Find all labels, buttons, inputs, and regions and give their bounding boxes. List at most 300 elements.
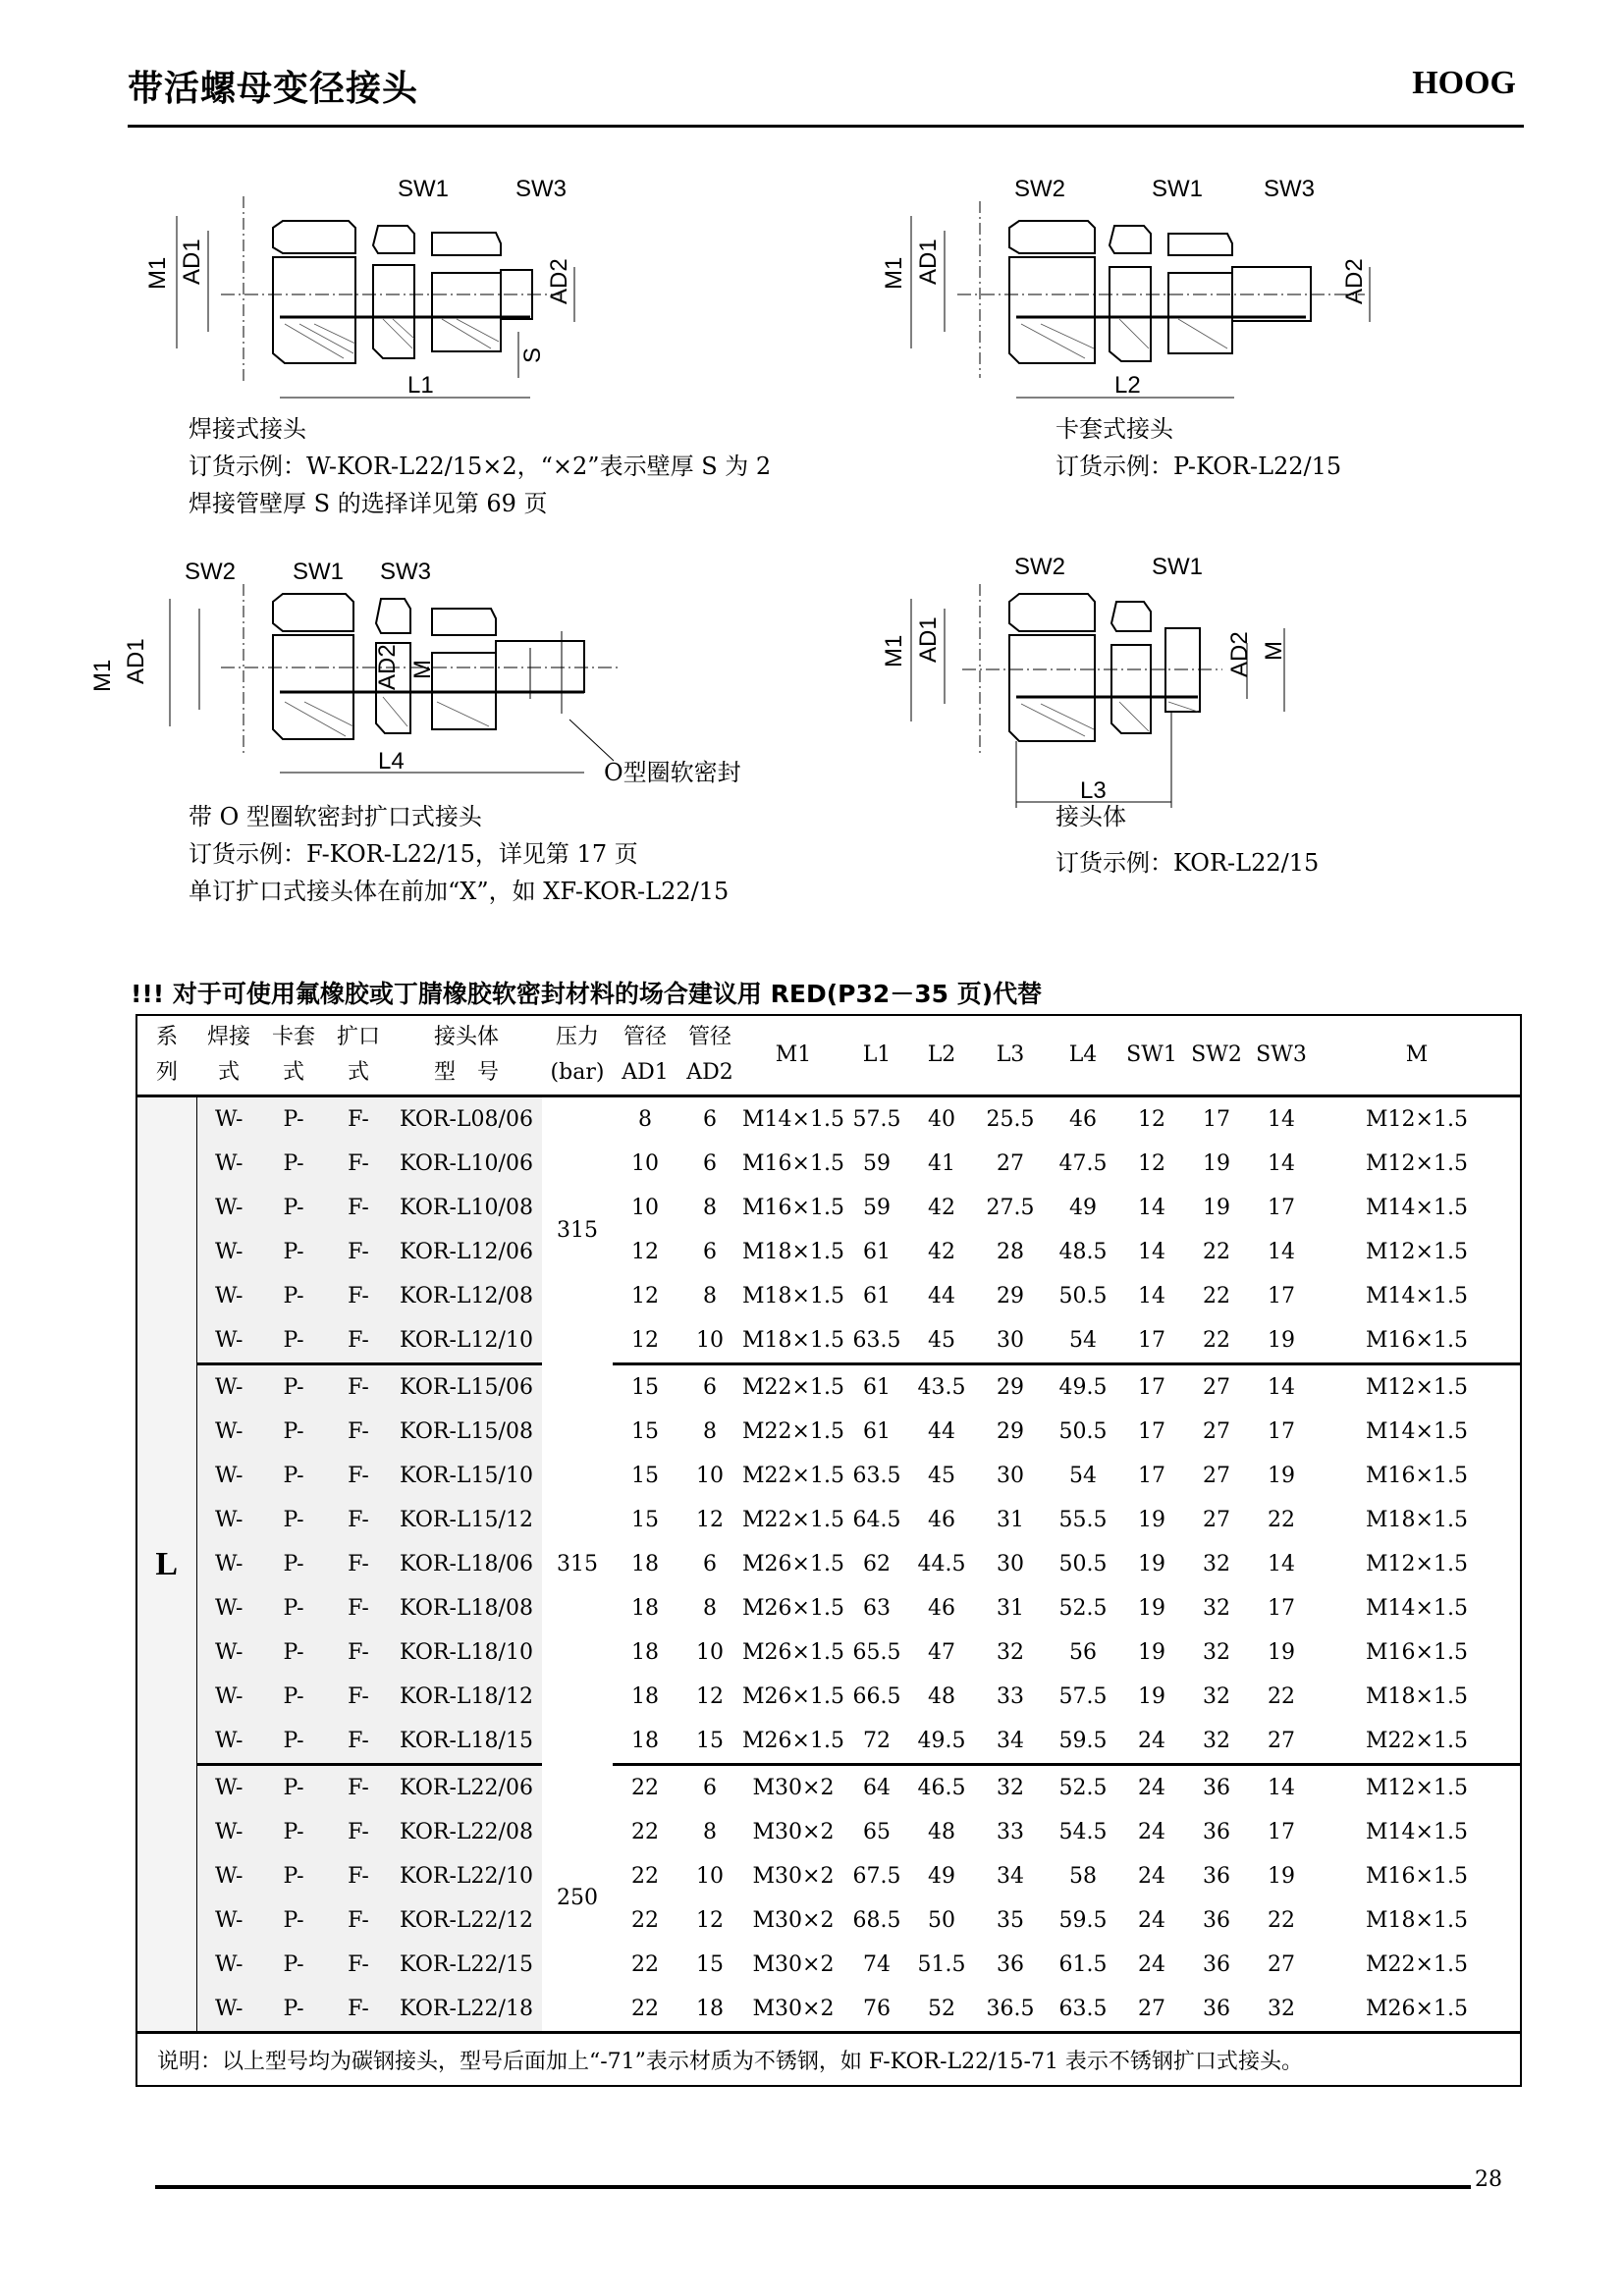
value-cell: M12×1.5 (1366, 1107, 1468, 1132)
caption-line: 单订扩口式接头体在前加“X”，如 XF-KOR-L22/15 (189, 878, 730, 905)
value-cell: 24 (1119, 1719, 1184, 1765)
value-cell: 61 (863, 1240, 891, 1264)
value-cell: 14 (1138, 1284, 1165, 1308)
table-row (136, 1898, 1521, 1943)
label-sw2: SW2 (1014, 554, 1066, 580)
value-cell: 8 (703, 1596, 717, 1621)
caption-compression (1056, 410, 1341, 485)
value-cell: 47 (928, 1640, 955, 1665)
label-m: M (409, 660, 436, 679)
value-cell: 55.5 (1058, 1508, 1108, 1532)
value-cell: 6 (703, 1151, 717, 1176)
weld-cell: W- (196, 1630, 261, 1675)
value-cell: 63 (863, 1596, 891, 1621)
value-cell: 27 (1249, 1719, 1314, 1765)
value-cell: 32 (1184, 1719, 1249, 1765)
value-cell: 6 (703, 1240, 717, 1264)
value-cell: M26×1.5 (742, 1719, 844, 1765)
value-cell: 32 (1203, 1552, 1230, 1576)
body-model-cell: KOR-L18/08 (391, 1586, 542, 1630)
caption-line: 订货示例：W-KOR-L22/15×2，“×2”表示壁厚 S 为 2 (189, 453, 772, 480)
th-l1: L1 (844, 1015, 909, 1096)
value-cell: 43.5 (917, 1375, 966, 1400)
value-cell: 49.5 (1058, 1375, 1108, 1400)
value-cell: 49 (928, 1864, 955, 1889)
value-cell: 22 (631, 1997, 659, 2021)
value-cell: 17 (1268, 1196, 1295, 1220)
value-cell: 32 (1203, 1596, 1230, 1621)
brand-logo: HOOG (1412, 65, 1516, 101)
body-model-cell: KOR-L22/12 (391, 1898, 542, 1943)
th-pressure: 压力 (bar) (550, 1025, 605, 1085)
body-model-cell: KOR-L12/06 (391, 1230, 542, 1274)
value-cell: 12 (696, 1908, 724, 1933)
value-cell: 15 (631, 1419, 659, 1444)
th-l3: L3 (974, 1015, 1047, 1096)
body-model-cell: KOR-L10/08 (391, 1186, 542, 1230)
value-cell: 30 (997, 1464, 1024, 1488)
value-cell: 46.5 (917, 1776, 966, 1800)
flare-cell: F- (326, 1765, 391, 1811)
value-cell: 22 (631, 1864, 659, 1889)
flare-cell: F- (326, 1454, 391, 1498)
value-cell: 10 (677, 1318, 742, 1364)
weld-cell: W- (196, 1274, 261, 1318)
body-model-cell: KOR-L22/08 (391, 1810, 542, 1854)
table-row (136, 1675, 1521, 1719)
compression-cell: P- (261, 1943, 326, 1987)
value-cell: 32 (997, 1640, 1024, 1665)
caption-welded (189, 410, 771, 522)
value-cell: 51.5 (917, 1952, 966, 1977)
value-cell: 59.5 (1058, 1908, 1108, 1933)
value-cell: 48 (928, 1684, 955, 1709)
value-cell: M14×1.5 (1366, 1820, 1468, 1844)
flare-cell: F- (326, 1898, 391, 1943)
value-cell: 61 (863, 1419, 891, 1444)
value-cell: 19 (1268, 1464, 1295, 1488)
caption-line: 焊接管壁厚 S 的选择详见第 69 页 (189, 490, 548, 517)
value-cell: 50.5 (1058, 1419, 1108, 1444)
label-ad2: AD2 (1341, 258, 1368, 304)
caption-line: 订货示例：P-KOR-L22/15 (1056, 453, 1342, 480)
compression-cell: P- (261, 1854, 326, 1898)
flare-cell: F- (326, 1410, 391, 1454)
value-cell: 25.5 (986, 1107, 1035, 1132)
value-cell: 19 (1138, 1640, 1165, 1665)
table-row (136, 1810, 1521, 1854)
th-l2: L2 (909, 1015, 974, 1096)
header-divider (128, 125, 1524, 128)
th-flare: 扩口 式 (336, 1025, 380, 1085)
value-cell: 54 (1069, 1464, 1097, 1488)
label-sw2: SW2 (1014, 176, 1066, 202)
weld-cell: W- (196, 1230, 261, 1274)
label-m1: M1 (144, 256, 171, 290)
value-cell: 18 (613, 1719, 677, 1765)
value-cell: 32 (997, 1776, 1024, 1800)
value-cell: 27 (1203, 1464, 1230, 1488)
value-cell: 57.5 (852, 1107, 901, 1132)
label-ad2: AD2 (374, 644, 401, 690)
value-cell: 10 (631, 1196, 659, 1220)
value-cell: 22 (631, 1952, 659, 1977)
value-cell: 61 (863, 1375, 891, 1400)
label-l3: L3 (1080, 777, 1107, 804)
value-cell: 27 (1268, 1952, 1295, 1977)
value-cell: 63.5 (1058, 1997, 1108, 2021)
flare-cell: F- (326, 1630, 391, 1675)
value-cell: 29 (997, 1375, 1024, 1400)
compression-cell: P- (261, 1364, 326, 1411)
label-l1: L1 (407, 372, 434, 399)
value-cell: 31 (997, 1508, 1024, 1532)
value-cell: 17 (1138, 1464, 1165, 1488)
compression-fitting-drawing (881, 157, 1434, 422)
body-model-cell: KOR-L18/06 (391, 1542, 542, 1586)
value-cell: 18 (631, 1552, 659, 1576)
weld-cell: W- (196, 1096, 261, 1143)
table-row (136, 1364, 1521, 1411)
label-ad1: AD1 (123, 638, 149, 684)
table-row (136, 1854, 1521, 1898)
value-cell: M16×1.5 (1366, 1640, 1468, 1665)
value-cell: M14×1.5 (1366, 1284, 1468, 1308)
value-cell: 36.5 (986, 1997, 1035, 2021)
value-cell: 10 (696, 1464, 724, 1488)
value-cell: 50.5 (1058, 1284, 1108, 1308)
value-cell: 50 (928, 1908, 955, 1933)
value-cell: 19 (1138, 1508, 1165, 1532)
flare-cell: F- (326, 1186, 391, 1230)
value-cell: 62 (863, 1552, 891, 1576)
value-cell: 36 (1203, 1820, 1230, 1844)
series-cell: L (136, 1096, 196, 2033)
value-cell: 10 (696, 1864, 724, 1889)
diagram-flared (89, 545, 805, 799)
value-cell: 18 (631, 1640, 659, 1665)
value-cell: M26×1.5 (742, 1684, 844, 1709)
compression-cell: P- (261, 1096, 326, 1143)
value-cell: 17 (1138, 1375, 1165, 1400)
value-cell: 27 (997, 1151, 1024, 1176)
label-l2: L2 (1114, 372, 1141, 399)
label-l4: L4 (378, 748, 405, 774)
value-cell: 56 (1069, 1640, 1097, 1665)
pressure-cell: 315 (557, 1218, 598, 1244)
page-title: 带活螺母变径接头 (128, 69, 419, 109)
table-row (136, 1318, 1521, 1364)
value-cell: 12 (696, 1508, 724, 1532)
value-cell: 17 (1268, 1820, 1295, 1844)
value-cell: 22 (631, 1908, 659, 1933)
weld-cell: W- (196, 1364, 261, 1411)
th-l4: L4 (1047, 1015, 1119, 1096)
value-cell: 12 (613, 1318, 677, 1364)
flare-cell: F- (326, 1586, 391, 1630)
value-cell: M12×1.5 (1366, 1552, 1468, 1576)
table-row (136, 1230, 1521, 1274)
value-cell: 64 (863, 1776, 891, 1800)
value-cell: 61 (863, 1284, 891, 1308)
value-cell: 14 (1268, 1552, 1295, 1576)
table-row (136, 1586, 1521, 1630)
value-cell: 15 (631, 1464, 659, 1488)
flare-cell: F- (326, 1542, 391, 1586)
th-sw1: SW1 (1119, 1015, 1184, 1096)
value-cell: 8 (638, 1107, 652, 1132)
value-cell: 19 (1268, 1864, 1295, 1889)
body-model-cell: KOR-L15/12 (391, 1498, 542, 1542)
th-series: 系 列 (155, 1025, 178, 1085)
label-sw1: SW1 (398, 176, 450, 202)
value-cell: 6 (703, 1375, 717, 1400)
value-cell: 65.5 (852, 1640, 901, 1665)
th-m1: M1 (742, 1015, 844, 1096)
value-cell: 19 (1203, 1196, 1230, 1220)
body-model-cell: KOR-L08/06 (391, 1096, 542, 1143)
value-cell: M16×1.5 (742, 1196, 844, 1220)
value-cell: 14 (1268, 1375, 1295, 1400)
label-sw3: SW3 (380, 559, 432, 585)
value-cell: M22×1.5 (742, 1508, 844, 1532)
body-model-cell: KOR-L12/08 (391, 1274, 542, 1318)
value-cell: 22 (1184, 1318, 1249, 1364)
value-cell: 22 (1203, 1284, 1230, 1308)
weld-cell: W- (196, 1675, 261, 1719)
value-cell: 22 (1203, 1240, 1230, 1264)
value-cell: 27 (1203, 1419, 1230, 1444)
value-cell: 45 (928, 1464, 955, 1488)
value-cell: 14 (1268, 1776, 1295, 1800)
th-m: M (1314, 1015, 1521, 1096)
value-cell: 52 (928, 1997, 955, 2021)
body-model-cell: KOR-L15/08 (391, 1410, 542, 1454)
compression-cell: P- (261, 1719, 326, 1765)
compression-cell: P- (261, 1318, 326, 1364)
table-row (136, 1454, 1521, 1498)
weld-cell: W- (196, 1318, 261, 1364)
value-cell: 34 (997, 1864, 1024, 1889)
weld-cell: W- (196, 1810, 261, 1854)
value-cell: M30×2 (752, 1776, 835, 1800)
value-cell: M30×2 (752, 1997, 835, 2021)
value-cell: 17 (1138, 1419, 1165, 1444)
th-body-model: 接头体 型 号 (433, 1025, 499, 1085)
compression-cell: P- (261, 1410, 326, 1454)
welded-fitting-drawing (137, 157, 687, 422)
value-cell: M18×1.5 (1366, 1508, 1468, 1532)
value-cell: 10 (696, 1640, 724, 1665)
value-cell: 66.5 (852, 1684, 901, 1709)
weld-cell: W- (196, 1186, 261, 1230)
value-cell: 15 (696, 1952, 724, 1977)
flare-cell: F- (326, 1364, 391, 1411)
value-cell: 17 (1268, 1596, 1295, 1621)
value-cell: 15 (631, 1375, 659, 1400)
value-cell: M26×1.5 (742, 1552, 844, 1576)
label-m: M (1261, 641, 1287, 661)
value-cell: M22×1.5 (1314, 1719, 1521, 1765)
value-cell: M14×1.5 (1366, 1196, 1468, 1220)
label-m1: M1 (89, 659, 116, 692)
table-row (136, 1186, 1521, 1230)
flare-cell: F- (326, 1096, 391, 1143)
value-cell: M18×1.5 (1366, 1684, 1468, 1709)
value-cell: 6 (703, 1107, 717, 1132)
value-cell: M16×1.5 (1366, 1864, 1468, 1889)
value-cell: 24 (1138, 1864, 1165, 1889)
value-cell: 67.5 (852, 1864, 901, 1889)
compression-cell: P- (261, 1765, 326, 1811)
value-cell: 65 (863, 1820, 891, 1844)
value-cell: 24 (1138, 1820, 1165, 1844)
value-cell: M30×2 (752, 1864, 835, 1889)
value-cell: 44 (928, 1284, 955, 1308)
table-row (136, 1142, 1521, 1186)
value-cell: M12×1.5 (1366, 1776, 1468, 1800)
value-cell: 14 (1138, 1240, 1165, 1264)
value-cell: 32 (1203, 1640, 1230, 1665)
body-model-cell: KOR-L18/15 (391, 1719, 542, 1765)
page-number: 28 (1475, 2167, 1502, 2192)
diagram-compression (881, 157, 1434, 426)
flare-cell: F- (326, 1943, 391, 1987)
compression-cell: P- (261, 1454, 326, 1498)
value-cell: M26×1.5 (742, 1596, 844, 1621)
table-row (136, 1630, 1521, 1675)
table-note: 说明：以上型号均为碳钢接头，型号后面加上“-71”表示材质为不锈钢，如 F-KOR-L22/15-71 表示不锈钢扩口式接头。 (136, 2033, 1521, 2087)
label-ad1: AD1 (915, 616, 942, 663)
value-cell: 76 (863, 1997, 891, 2021)
th-compression: 卡套 式 (271, 1025, 315, 1085)
value-cell: M18×1.5 (742, 1318, 844, 1364)
value-cell: 8 (703, 1419, 717, 1444)
th-ad1: 管径 AD1 (622, 1025, 669, 1085)
value-cell: 27 (1138, 1997, 1165, 2021)
weld-cell: W- (196, 1943, 261, 1987)
value-cell: 59.5 (1047, 1719, 1119, 1765)
value-cell: 19 (1203, 1151, 1230, 1176)
compression-cell: P- (261, 1142, 326, 1186)
caption-body (1056, 844, 1319, 881)
value-cell: 22 (631, 1820, 659, 1844)
value-cell: 36 (1203, 1908, 1230, 1933)
value-cell: M22×1.5 (742, 1375, 844, 1400)
value-cell: 68.5 (852, 1908, 901, 1933)
value-cell: 22 (1268, 1908, 1295, 1933)
value-cell: 49 (1069, 1196, 1097, 1220)
weld-cell: W- (196, 1719, 261, 1765)
value-cell: M26×1.5 (1366, 1997, 1468, 2021)
compression-cell: P- (261, 1898, 326, 1943)
value-cell: 14 (1268, 1240, 1295, 1264)
value-cell: 52.5 (1058, 1776, 1108, 1800)
flare-cell: F- (326, 1987, 391, 2033)
value-cell: 64.5 (852, 1508, 901, 1532)
label-sw3: SW3 (515, 176, 568, 202)
table-row (136, 1410, 1521, 1454)
value-cell: M30×2 (752, 1952, 835, 1977)
label-sw1: SW1 (293, 559, 345, 585)
flare-cell: F- (326, 1675, 391, 1719)
value-cell: 59 (863, 1196, 891, 1220)
fitting-body-drawing (881, 545, 1434, 830)
value-cell: M30×2 (752, 1820, 835, 1844)
body-model-cell: KOR-L12/10 (391, 1318, 542, 1364)
label-ad1: AD1 (915, 239, 942, 285)
weld-cell: W- (196, 1498, 261, 1542)
value-cell: M16×1.5 (1314, 1318, 1521, 1364)
value-cell: 24 (1138, 1908, 1165, 1933)
weld-cell: W- (196, 1765, 261, 1811)
value-cell: 28 (997, 1240, 1024, 1264)
diagram-welded (137, 157, 687, 426)
value-cell: 19 (1138, 1596, 1165, 1621)
value-cell: 42 (928, 1196, 955, 1220)
value-cell: M22×1.5 (742, 1464, 844, 1488)
value-cell: 63.5 (852, 1464, 901, 1488)
label-sw3: SW3 (1264, 176, 1316, 202)
value-cell: M26×1.5 (742, 1640, 844, 1665)
value-cell: 34 (974, 1719, 1047, 1765)
caption-flared (189, 798, 729, 910)
value-cell: 45 (909, 1318, 974, 1364)
caption-line: 带 O 型圈软密封扩口式接头 (189, 803, 482, 830)
value-cell: M14×1.5 (742, 1107, 844, 1132)
value-cell: 19 (1249, 1318, 1314, 1364)
value-cell: 42 (928, 1240, 955, 1264)
value-cell: 8 (703, 1284, 717, 1308)
compression-cell: P- (261, 1498, 326, 1542)
value-cell: 63.5 (844, 1318, 909, 1364)
value-cell: 48.5 (1058, 1240, 1108, 1264)
compression-cell: P- (261, 1987, 326, 2033)
value-cell: 40 (928, 1107, 955, 1132)
weld-cell: W- (196, 1542, 261, 1586)
table-row (136, 1987, 1521, 2033)
weld-cell: W- (196, 1142, 261, 1186)
compression-cell: P- (261, 1274, 326, 1318)
label-ad1: AD1 (179, 239, 205, 285)
flare-cell: F- (326, 1854, 391, 1898)
body-model-cell: KOR-L15/06 (391, 1364, 542, 1411)
weld-cell: W- (196, 1854, 261, 1898)
value-cell: 22 (1268, 1684, 1295, 1709)
value-cell: 14 (1138, 1196, 1165, 1220)
label-sw1: SW1 (1152, 554, 1204, 580)
value-cell: M14×1.5 (1366, 1596, 1468, 1621)
label-m1: M1 (881, 256, 907, 290)
value-cell: 31 (997, 1596, 1024, 1621)
value-cell: 54 (1047, 1318, 1119, 1364)
table-header-row (136, 1015, 1521, 1096)
compression-cell: P- (261, 1542, 326, 1586)
value-cell: 72 (844, 1719, 909, 1765)
note-row (136, 2033, 1521, 2087)
value-cell: M14×1.5 (1366, 1419, 1468, 1444)
value-cell: 36 (997, 1952, 1024, 1977)
table-row (136, 1719, 1521, 1765)
flare-cell: F- (326, 1318, 391, 1364)
value-cell: 17 (1203, 1107, 1230, 1132)
value-cell: M18×1.5 (742, 1284, 844, 1308)
value-cell: 27.5 (986, 1196, 1035, 1220)
weld-cell: W- (196, 1987, 261, 2033)
th-sw2: SW2 (1184, 1015, 1249, 1096)
value-cell: M30×2 (752, 1908, 835, 1933)
body-model-cell: KOR-L22/10 (391, 1854, 542, 1898)
